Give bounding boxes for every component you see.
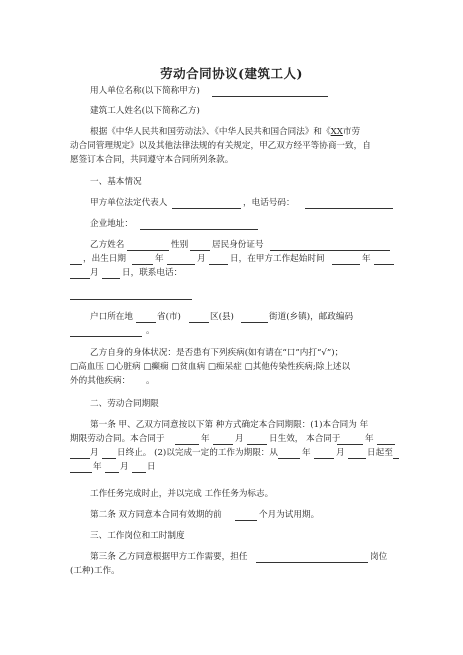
task-end-month-label: 月 xyxy=(120,462,129,472)
street-blank xyxy=(241,322,268,323)
start-day-blank xyxy=(102,278,120,279)
address-label: 企业地址： xyxy=(90,219,133,229)
birth-month-label: 月 xyxy=(197,254,206,264)
id-number-label: 居民身份证号 xyxy=(212,240,264,250)
start-year-blank xyxy=(332,264,360,265)
article-2-end: 个月为试用期。 xyxy=(259,510,320,520)
task-end-year-label: 年 xyxy=(93,462,102,472)
effective-year-blank xyxy=(175,444,199,445)
start-month-blank-cont xyxy=(70,278,90,279)
id-number-blank xyxy=(270,250,390,251)
article-2-label: 第二条 双方同意本合同有效期的前 xyxy=(90,510,222,520)
task-end-day-blank xyxy=(132,472,146,473)
task-end-month-blank xyxy=(105,472,119,473)
address-blank xyxy=(140,229,258,230)
hukou-label: 户口所在地 xyxy=(90,312,133,322)
start-month-label: 月 xyxy=(90,268,99,278)
task-start-day-blank xyxy=(348,458,366,459)
health-question: 乙方自身的身体状况：是否患有下列疾病(如有请在“口”内打“√”)； xyxy=(90,348,344,358)
section-2-heading: 二、劳动合同期限 xyxy=(90,399,159,409)
document-title: 劳动合同协议(建筑工人) xyxy=(160,66,303,81)
id-number-blank-cont xyxy=(70,264,82,265)
district-blank xyxy=(189,322,209,323)
effective-day-label: 日生效， 本合同于 xyxy=(269,434,341,444)
start-year-label: 年 xyxy=(362,254,371,264)
article-1-line-1: 第一条 甲、乙双方同意按以下第 种方式确定本合同期限：(1)本合同为 年 xyxy=(90,420,369,430)
worker-label: 建筑工人姓名(以下简称乙方) xyxy=(90,106,200,116)
intro-line-2: 动合同管理规定》以及其他法律法规的有关规定，甲乙双方经平等协商一致，自 xyxy=(70,141,371,151)
birth-day-blank xyxy=(209,264,228,265)
start-month-blank xyxy=(374,264,394,265)
task-start-year-blank xyxy=(278,458,300,459)
district-label: 区(县) xyxy=(210,312,234,322)
section-3-heading: 三、工作岗位和工时制度 xyxy=(90,531,185,541)
phone-blank xyxy=(305,208,393,209)
worker-name-label: 乙方姓名 xyxy=(90,240,125,250)
end-month-blank-cont xyxy=(70,458,90,459)
gender-label: 性别 xyxy=(171,240,189,250)
position-label: 岗位 xyxy=(370,552,388,562)
task-start-year-label: 年 xyxy=(302,448,311,458)
legal-rep-blank xyxy=(172,208,241,209)
phone-label: ，电话号码： xyxy=(243,198,295,208)
start-time-label: 日，在甲方工作起始时间 xyxy=(230,254,325,264)
article-3-label: 第三条 乙方同意根据甲方工作需要，担任 xyxy=(90,552,248,562)
birth-year-label: 年 xyxy=(155,254,164,264)
task-start-day-label: 日起至 xyxy=(367,448,393,458)
health-options: □高血压 □心脏病 □癫痫 □贫血病 □痴呆症 □其他传染性疾病;除上述以 xyxy=(70,362,351,372)
effective-year-label: 年 xyxy=(201,434,210,444)
end-year-blank xyxy=(337,444,363,445)
intro-line-1: 根据《中华人民共和国劳动法》、《中华人民共和国合同法》和《XX市劳 xyxy=(90,127,361,137)
task-end-day-label: 日 xyxy=(147,462,156,472)
effective-day-blank xyxy=(247,444,267,445)
effective-month-label: 月 xyxy=(235,434,244,444)
section-1-heading: 一、基本情况 xyxy=(90,177,142,187)
contact-phone-label: 日，联系电话： xyxy=(122,268,183,278)
birth-year-blank xyxy=(132,264,153,265)
province-label: 省(市) xyxy=(157,312,181,322)
intro-line-3: 愿签订本合同，共同遵守本合同所列条款。 xyxy=(70,155,234,165)
task-end-year-blank xyxy=(393,458,399,459)
effective-month-blank xyxy=(213,444,233,445)
birthdate-label: ，出生日期 xyxy=(83,254,126,264)
birth-month-blank xyxy=(167,264,195,265)
gender-blank xyxy=(190,250,210,251)
end-day-blank xyxy=(102,458,116,459)
worker-name-blank xyxy=(127,250,169,251)
employer-blank xyxy=(212,96,328,97)
task-completion-text: 工作任务完成时止，并以完成 工作任务为标志。 xyxy=(90,489,274,499)
task-end-year-blank-cont xyxy=(70,472,92,473)
hukou-end: 。 xyxy=(146,326,155,336)
postcode-blank xyxy=(70,336,142,337)
contract-start-label: 期限劳动合同。本合同于 xyxy=(70,434,165,444)
probation-months-blank xyxy=(235,520,257,521)
task-start-month-blank xyxy=(314,458,334,459)
end-month-blank xyxy=(377,444,395,445)
other-disease-label: 外的其他疾病： xyxy=(70,376,131,386)
employer-label: 用人单位名称(以下简称甲方) xyxy=(90,86,200,96)
province-blank xyxy=(136,322,156,323)
street-label: 街道(乡镇)，邮政编码 xyxy=(269,312,354,322)
task-start-month-label: 月 xyxy=(336,448,345,458)
job-type-label: (工种)工作。 xyxy=(70,566,120,576)
other-disease-end: 。 xyxy=(146,376,155,386)
position-blank xyxy=(256,562,368,563)
contact-phone-blank xyxy=(70,299,192,300)
end-day-label: 日终止。 (2)以完成一定的工作为期限：从 xyxy=(117,448,278,458)
end-year-label: 年 xyxy=(365,434,374,444)
end-month-label: 月 xyxy=(90,448,99,458)
legal-rep-label: 甲方单位法定代表人 xyxy=(90,198,168,208)
